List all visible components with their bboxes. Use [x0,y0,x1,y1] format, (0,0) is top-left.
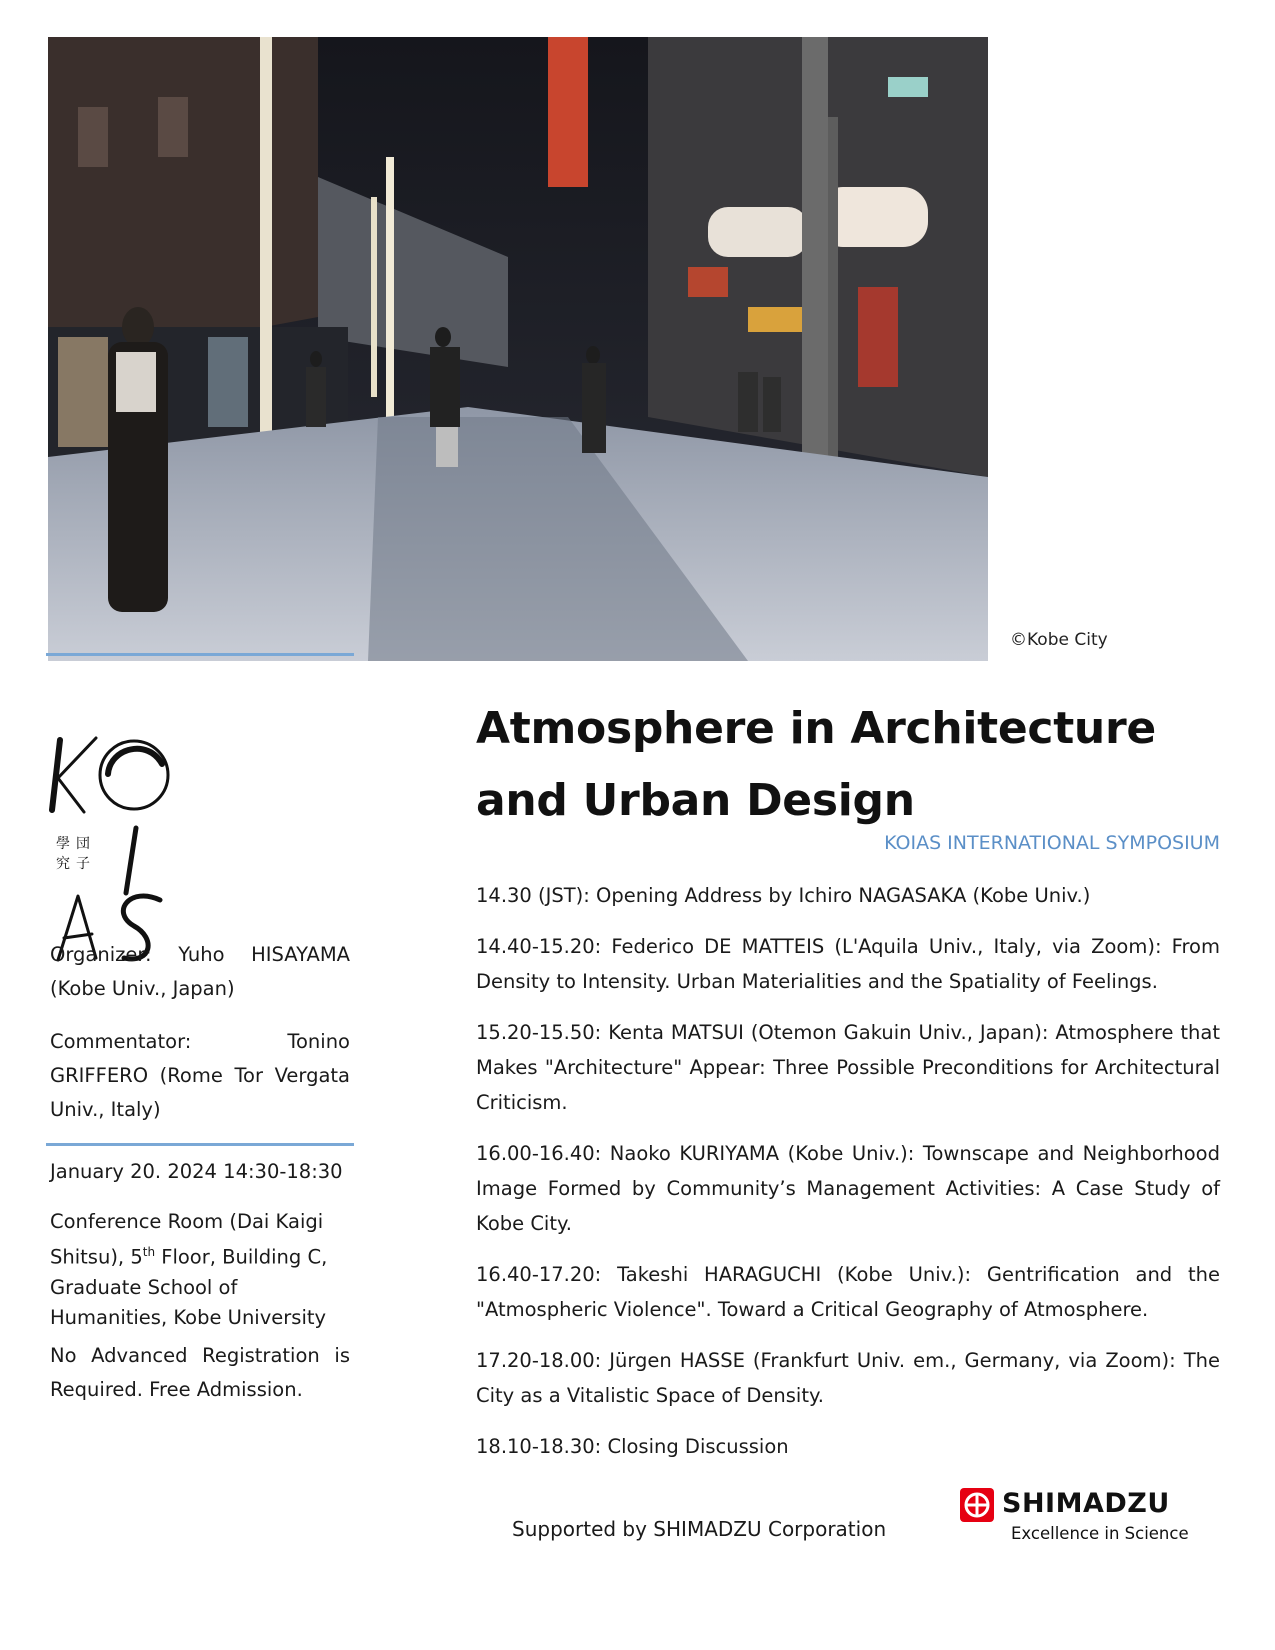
program-item: 14.40-15.20: Federico DE MATTEIS (L'Aquila Univ., Italy, via Zoom): From Density to Intensity. Urban Materialities and the Spatiality of Feelings. [476,935,1220,993]
photo-credit: ©Kobe City [1010,630,1108,650]
svg-text:団: 団 [76,836,90,852]
shimadzu-tagline: Excellence in Science [1011,1524,1189,1543]
organizer-text: Organizer: Yuho HISAYAMA (Kobe Univ., Japan) [50,943,350,1000]
support-text: Supported by SHIMADZU Corporation [512,1517,887,1541]
page-title [476,693,1196,837]
program-item: 16.00-16.40: Naoko KURIYAMA (Kobe Univ.): Townscape and Neighborhood Image Formed by Community’s Management Activities: A Case Study of Kobe City. [476,1142,1220,1235]
divider-top [46,653,354,656]
shimadzu-name: SHIMADZU [1002,1488,1170,1519]
program-item: 17.20-18.00: Jürgen HASSE (Frankfurt Univ. em., Germany, via Zoom): The City as a Vitalistic Space of Density. [476,1349,1220,1407]
venue-text-rest: Floor, Building C, Graduate School of Humanities, Kobe University [50,1245,328,1329]
divider-middle [46,1143,354,1146]
program-item: 16.40-17.20: Takeshi HARAGUCHI (Kobe Univ.): Gentrification and the "Atmospheric Violence". Toward a Critical Geography of Atmosphere. [476,1263,1220,1321]
program-item: 14.30 (JST): Opening Address by Ichiro NAGASAKA (Kobe Univ.) [476,884,1091,907]
street-scene-image [48,37,988,661]
title-line-2: and Urban Design [476,775,915,826]
event-date: January 20. 2024 14:30-18:30 [50,1160,343,1183]
venue-text: Conference Room (Dai Kaigi Shitsu), 5 [50,1210,324,1269]
svg-text:究: 究 [56,856,70,872]
symposium-subtitle: KOIAS INTERNATIONAL SYMPOSIUM [884,832,1220,854]
registration-note: No Advanced Registration is Required. Free Admission. [50,1344,350,1401]
title-line-1: Atmosphere in Architecture [476,703,1156,754]
svg-text:學: 學 [56,836,70,852]
event-venue [50,1207,350,1333]
svg-text:子: 子 [76,856,90,872]
program-list [476,878,1220,1480]
shimadzu-mark-icon [960,1488,994,1522]
program-item: 18.10-18.30: Closing Discussion [476,1435,789,1458]
shimadzu-logo [960,1488,1210,1548]
koias-logo [48,728,178,963]
venue-sup: th [142,1245,156,1259]
program-item: 15.20-15.50: Kenta MATSUI (Otemon Gakuin Univ., Japan): Atmosphere that Makes "Architecture" Appear: Three Possible Preconditions for Architectural Criticism. [476,1021,1220,1114]
commentator-text: Commentator: Tonino GRIFFERO (Rome Tor Vergata Univ., Italy) [50,1030,350,1121]
hero-photo [48,37,988,661]
